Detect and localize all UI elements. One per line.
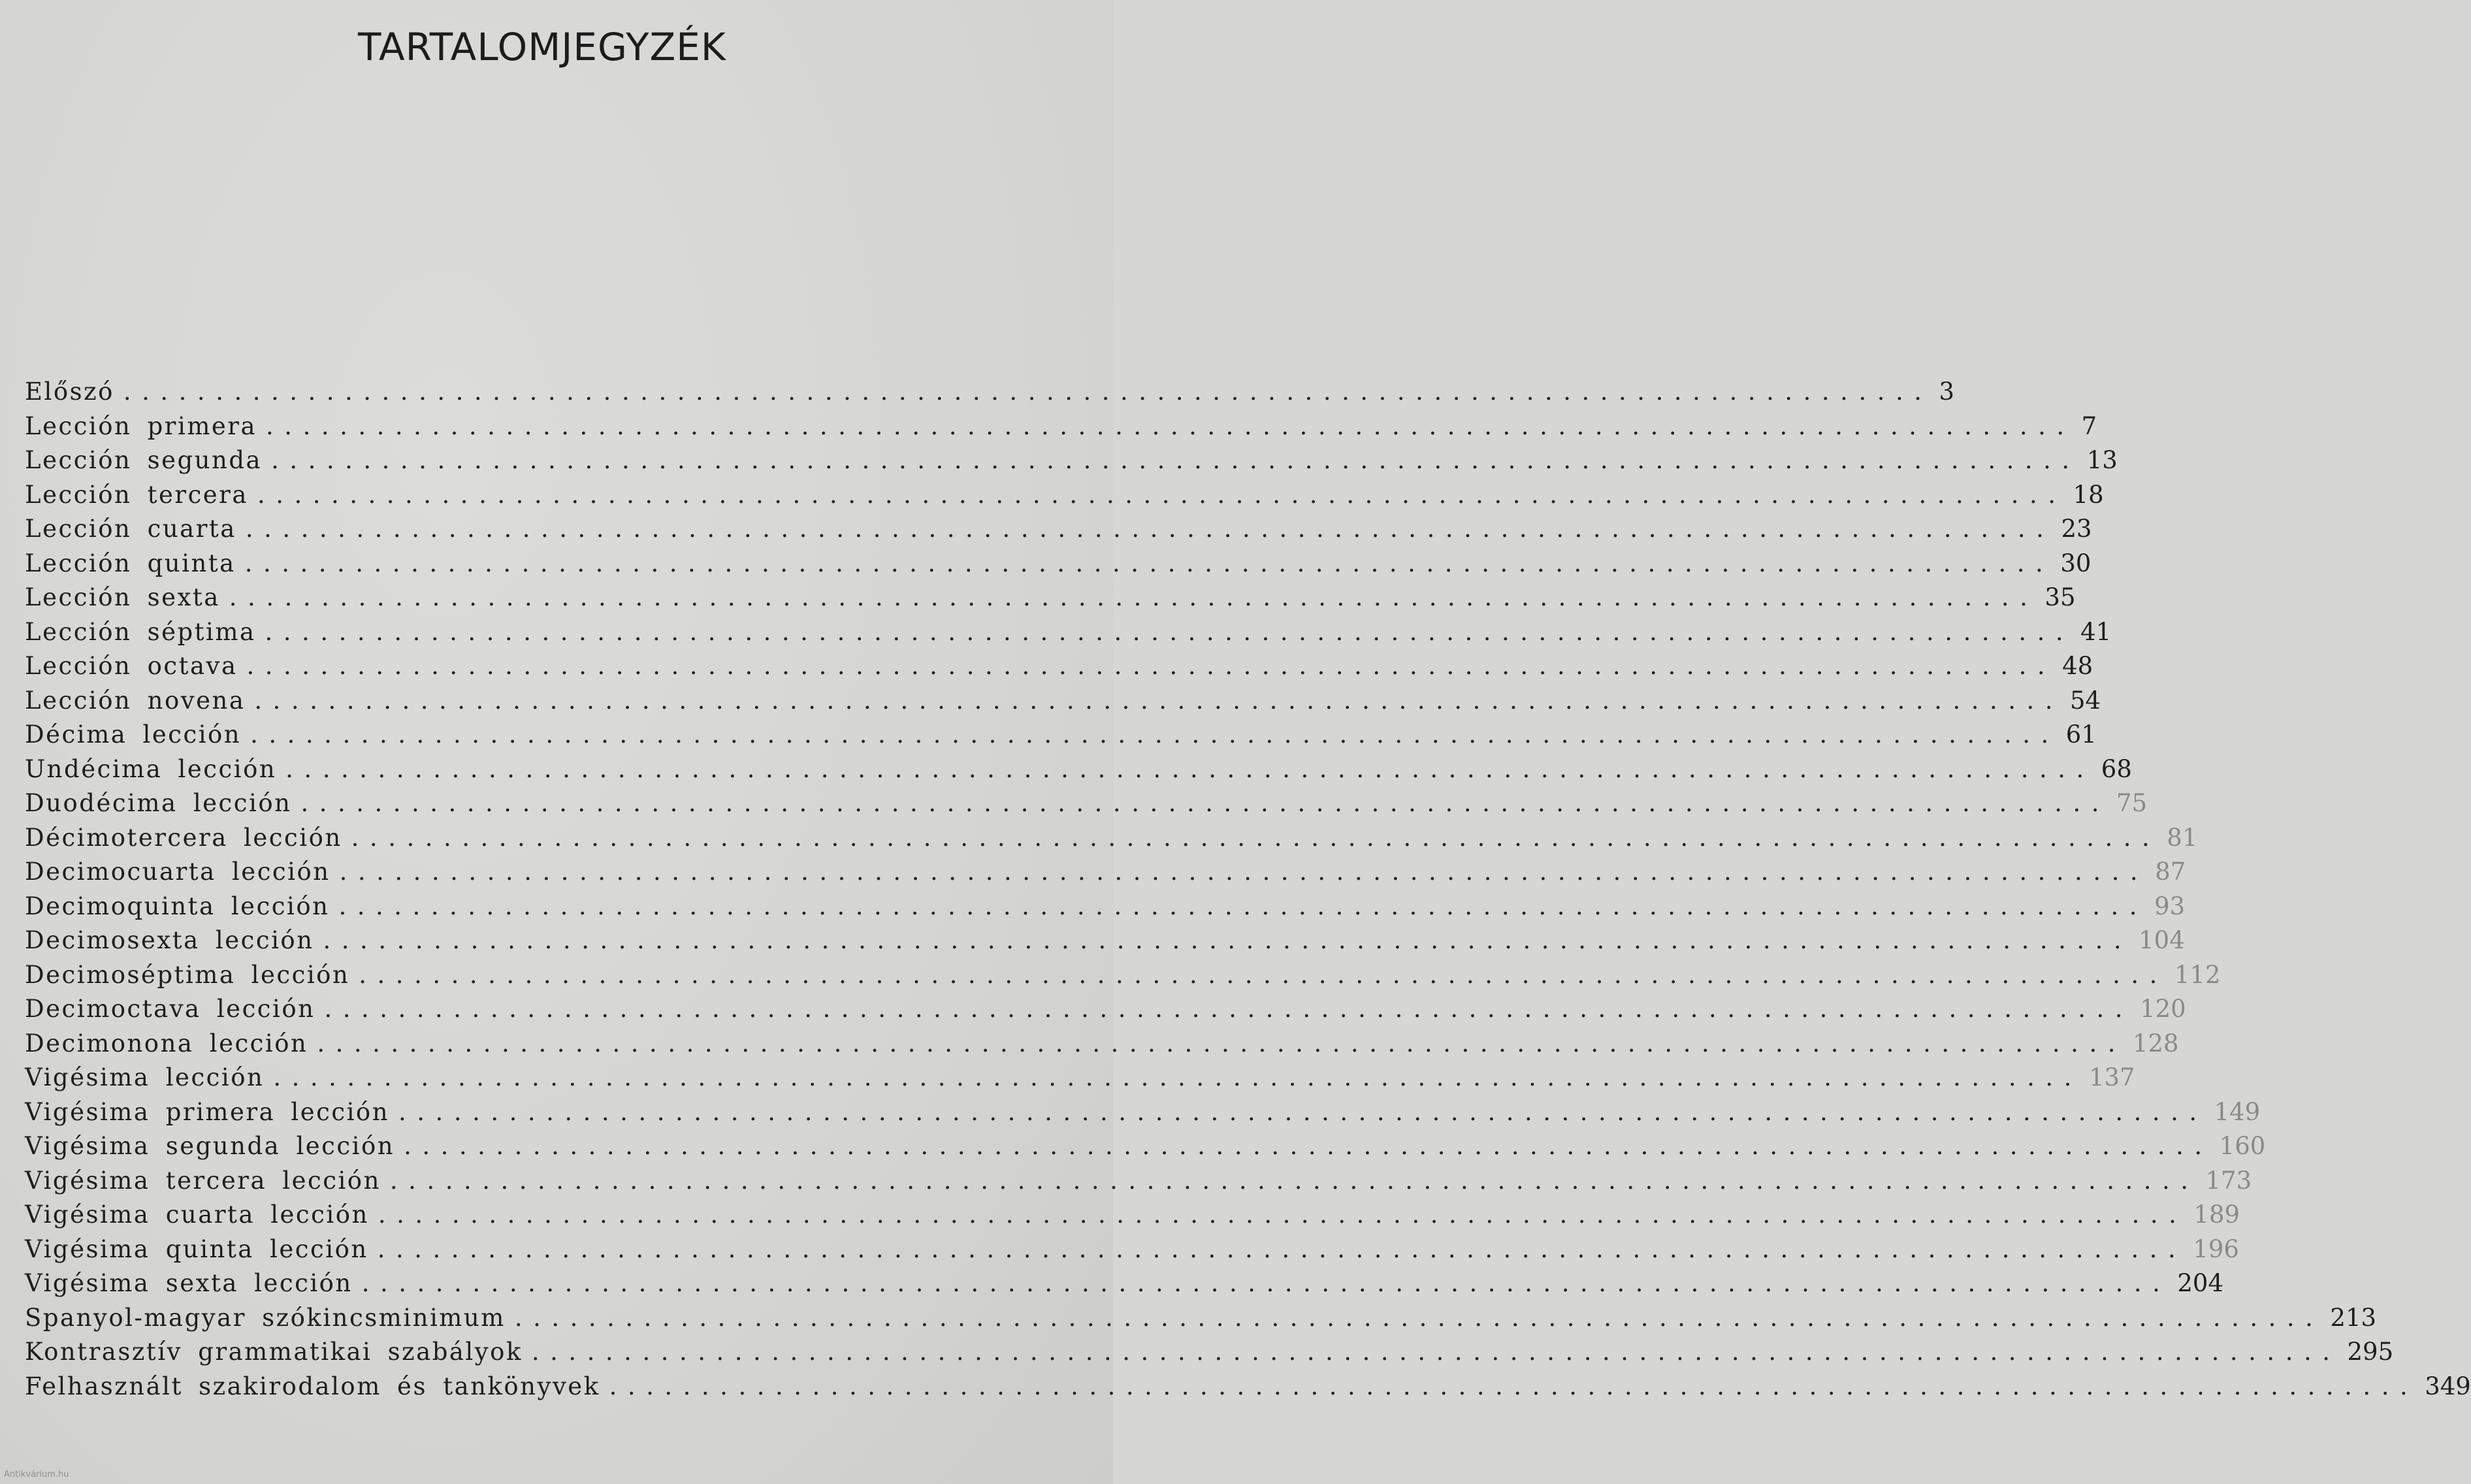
- toc-entry-label: Vigésima segunda lección: [25, 1132, 395, 1160]
- toc-entry: [25, 549, 2091, 584]
- toc-entry-label: Vigésima quinta lección: [25, 1234, 368, 1263]
- toc-dot-leader: ..................................................................................................: [265, 617, 2075, 646]
- toc-entry-page: 295: [2347, 1338, 2394, 1366]
- toc-entry-label: Lección tercera: [25, 480, 248, 509]
- toc-entry-label: Decimoquinta lección: [25, 892, 330, 920]
- toc-entry-label: Decimoctava lección: [25, 995, 315, 1023]
- toc-entry-page: 68: [2101, 754, 2132, 783]
- toc-dot-leader: ..................................................................................................: [317, 1029, 2126, 1057]
- toc-dot-leader: ..................................................................................................: [271, 446, 2080, 474]
- toc-entry: [25, 1097, 2261, 1133]
- toc-entry-label: Décima lección: [25, 720, 242, 749]
- toc-entry-page: 48: [2062, 652, 2093, 680]
- toc-entry-page: 128: [2132, 1029, 2179, 1057]
- toc-entry-label: Decimonona lección: [25, 1029, 308, 1057]
- toc-entry-page: 35: [2044, 583, 2076, 611]
- toc-entry: [25, 686, 2101, 721]
- toc-entry-label: Lección segunda: [25, 446, 263, 474]
- toc-entry-label: Lección séptima: [25, 617, 256, 646]
- toc-entry-label: Decimosexta lección: [25, 926, 314, 954]
- toc-entry-page: 18: [2073, 480, 2104, 509]
- toc-entry-label: Vigésima cuarta lección: [25, 1201, 369, 1229]
- toc-dot-leader: ..................................................................................................: [324, 995, 2134, 1023]
- toc-dot-leader: ..................................................................................................: [339, 858, 2149, 886]
- toc-entry-label: Lección sexta: [25, 583, 220, 611]
- toc-entry-label: Decimocuarta lección: [25, 858, 331, 886]
- toc-dot-leader: ..................................................................................................: [123, 378, 1933, 406]
- toc-entry-page: 173: [2205, 1166, 2252, 1195]
- toc-entry: [25, 378, 1955, 412]
- toc-entry-label: Vigésima primera lección: [25, 1097, 390, 1126]
- toc-entry: [25, 1132, 2266, 1167]
- toc-dot-leader: ..................................................................................................: [351, 823, 2161, 852]
- toc-entry: [25, 1338, 2394, 1372]
- toc-entry: [25, 1063, 2135, 1098]
- toc-entry: [25, 995, 2186, 1029]
- toc-dot-leader: ..................................................................................................: [229, 583, 2039, 611]
- toc-entry-label: Vigésima lección: [25, 1063, 265, 1091]
- watermark-text: Antikvárium.hu: [4, 1470, 69, 1479]
- toc-entry-page: 112: [2174, 960, 2221, 989]
- toc-entry-page: 13: [2086, 446, 2118, 474]
- toc-entry-page: 349: [2425, 1372, 2471, 1400]
- toc-dot-leader: ..................................................................................................: [245, 515, 2055, 543]
- toc-dot-leader: ..................................................................................................: [300, 789, 2110, 817]
- toc-entry: [25, 652, 2093, 686]
- toc-entry-page: 137: [2088, 1063, 2135, 1091]
- toc-dot-leader: ..................................................................................................: [246, 652, 2056, 680]
- toc-dot-leader: ..................................................................................................: [398, 1097, 2208, 1126]
- toc-dot-leader: ..................................................................................................: [338, 892, 2148, 920]
- toc-entry-label: Decimoséptima lección: [25, 960, 350, 989]
- toc-entry: [25, 823, 2198, 858]
- toc-dot-leader: ..................................................................................................: [389, 1166, 2199, 1195]
- toc-entry: [25, 1234, 2239, 1270]
- toc-entry-page: 104: [2139, 926, 2185, 954]
- toc-entry-label: Vigésima tercera lección: [25, 1166, 381, 1195]
- toc-entry: [25, 446, 2118, 481]
- toc-entry: [25, 926, 2185, 961]
- toc-dot-leader: ..................................................................................................: [377, 1234, 2187, 1263]
- toc-dot-leader: ..................................................................................................: [404, 1132, 2213, 1160]
- toc-entry-label: Lección novena: [25, 686, 246, 715]
- toc-entry-page: 189: [2193, 1201, 2240, 1229]
- toc-entry-label: Felhasznált szakirodalom és tankönyvek: [25, 1372, 600, 1400]
- toc-entry-label: Vigésima sexta lección: [25, 1269, 353, 1297]
- toc-dot-leader: ..................................................................................................: [273, 1063, 2082, 1091]
- toc-entry: [25, 583, 2076, 618]
- toc-entry: [25, 754, 2132, 790]
- toc-entry-label: Lección cuarta: [25, 515, 236, 543]
- toc-entry-page: 81: [2167, 823, 2198, 852]
- toc-entry: [25, 480, 2104, 515]
- toc-entry-page: 3: [1939, 378, 1955, 406]
- toc-entry-page: 204: [2177, 1269, 2223, 1297]
- toc-entry-page: 120: [2140, 995, 2186, 1023]
- toc-dot-leader: ..................................................................................................: [514, 1303, 2324, 1332]
- toc-entry-label: Spanyol-magyar szókincsminimum: [25, 1303, 506, 1332]
- toc-entry-label: Undécima lección: [25, 754, 277, 783]
- toc-dot-leader: ..................................................................................................: [609, 1372, 2419, 1400]
- toc-dot-leader: ..................................................................................................: [254, 686, 2064, 715]
- toc-entry-label: Duodécima lección: [25, 789, 292, 817]
- toc-entry-label: Lección quinta: [25, 549, 236, 577]
- toc-entry: [25, 1372, 2471, 1407]
- toc-entry-page: 213: [2330, 1303, 2377, 1332]
- toc-entry: [25, 617, 2112, 653]
- toc-entry-label: Előszó: [25, 378, 114, 406]
- toc-entry-page: 7: [2081, 411, 2097, 440]
- toc-entry-page: 149: [2214, 1097, 2261, 1126]
- toc-dot-leader: ..................................................................................................: [285, 754, 2095, 783]
- toc-entry-page: 61: [2065, 720, 2097, 749]
- toc-dot-leader: ..................................................................................................: [378, 1201, 2188, 1229]
- toc-entry-page: 87: [2155, 858, 2186, 886]
- toc-dot-leader: ..................................................................................................: [323, 926, 2133, 954]
- toc-entry: [25, 515, 2092, 549]
- toc-entry: [25, 411, 2097, 447]
- toc-entry-label: Lección octava: [25, 652, 238, 680]
- toc-entry-page: 54: [2070, 686, 2101, 715]
- toc-entry-page: 93: [2154, 892, 2186, 920]
- toc-entry-page: 30: [2060, 549, 2091, 577]
- toc-entry: [25, 1166, 2252, 1201]
- toc-entry-page: 75: [2116, 789, 2148, 817]
- toc-entry: [25, 892, 2186, 927]
- toc-entry-page: 160: [2219, 1132, 2266, 1160]
- toc-entry: [25, 858, 2186, 892]
- toc-entry-label: Décimotercera lección: [25, 823, 342, 852]
- toc-entry-page: 23: [2061, 515, 2092, 543]
- toc-dot-leader: ..................................................................................................: [361, 1269, 2171, 1297]
- toc-entry-label: Kontrasztív grammatikai szabályok: [25, 1338, 523, 1366]
- toc-entry: [25, 789, 2148, 824]
- toc-entry: [25, 1303, 2377, 1338]
- toc-dot-leader: ..................................................................................................: [257, 480, 2067, 509]
- toc-dot-leader: ..................................................................................................: [266, 411, 2075, 440]
- toc-entry: [25, 1201, 2240, 1235]
- page-title: TARTALOMJEGYZÉK: [358, 25, 726, 69]
- toc-dot-leader: ..................................................................................................: [531, 1338, 2341, 1366]
- toc-entry: [25, 960, 2221, 995]
- toc-dot-leader: ..................................................................................................: [250, 720, 2059, 749]
- toc-entry: [25, 720, 2097, 755]
- toc-dot-leader: ..................................................................................................: [359, 960, 2168, 989]
- toc-dot-leader: ..................................................................................................: [244, 549, 2054, 577]
- toc-entry: [25, 1029, 2179, 1064]
- toc-entry: [25, 1269, 2223, 1304]
- toc-entry-page: 196: [2193, 1234, 2239, 1263]
- toc-entry-label: Lección primera: [25, 411, 257, 440]
- toc-entry-page: 41: [2080, 617, 2112, 646]
- table-of-contents: [25, 378, 2471, 1406]
